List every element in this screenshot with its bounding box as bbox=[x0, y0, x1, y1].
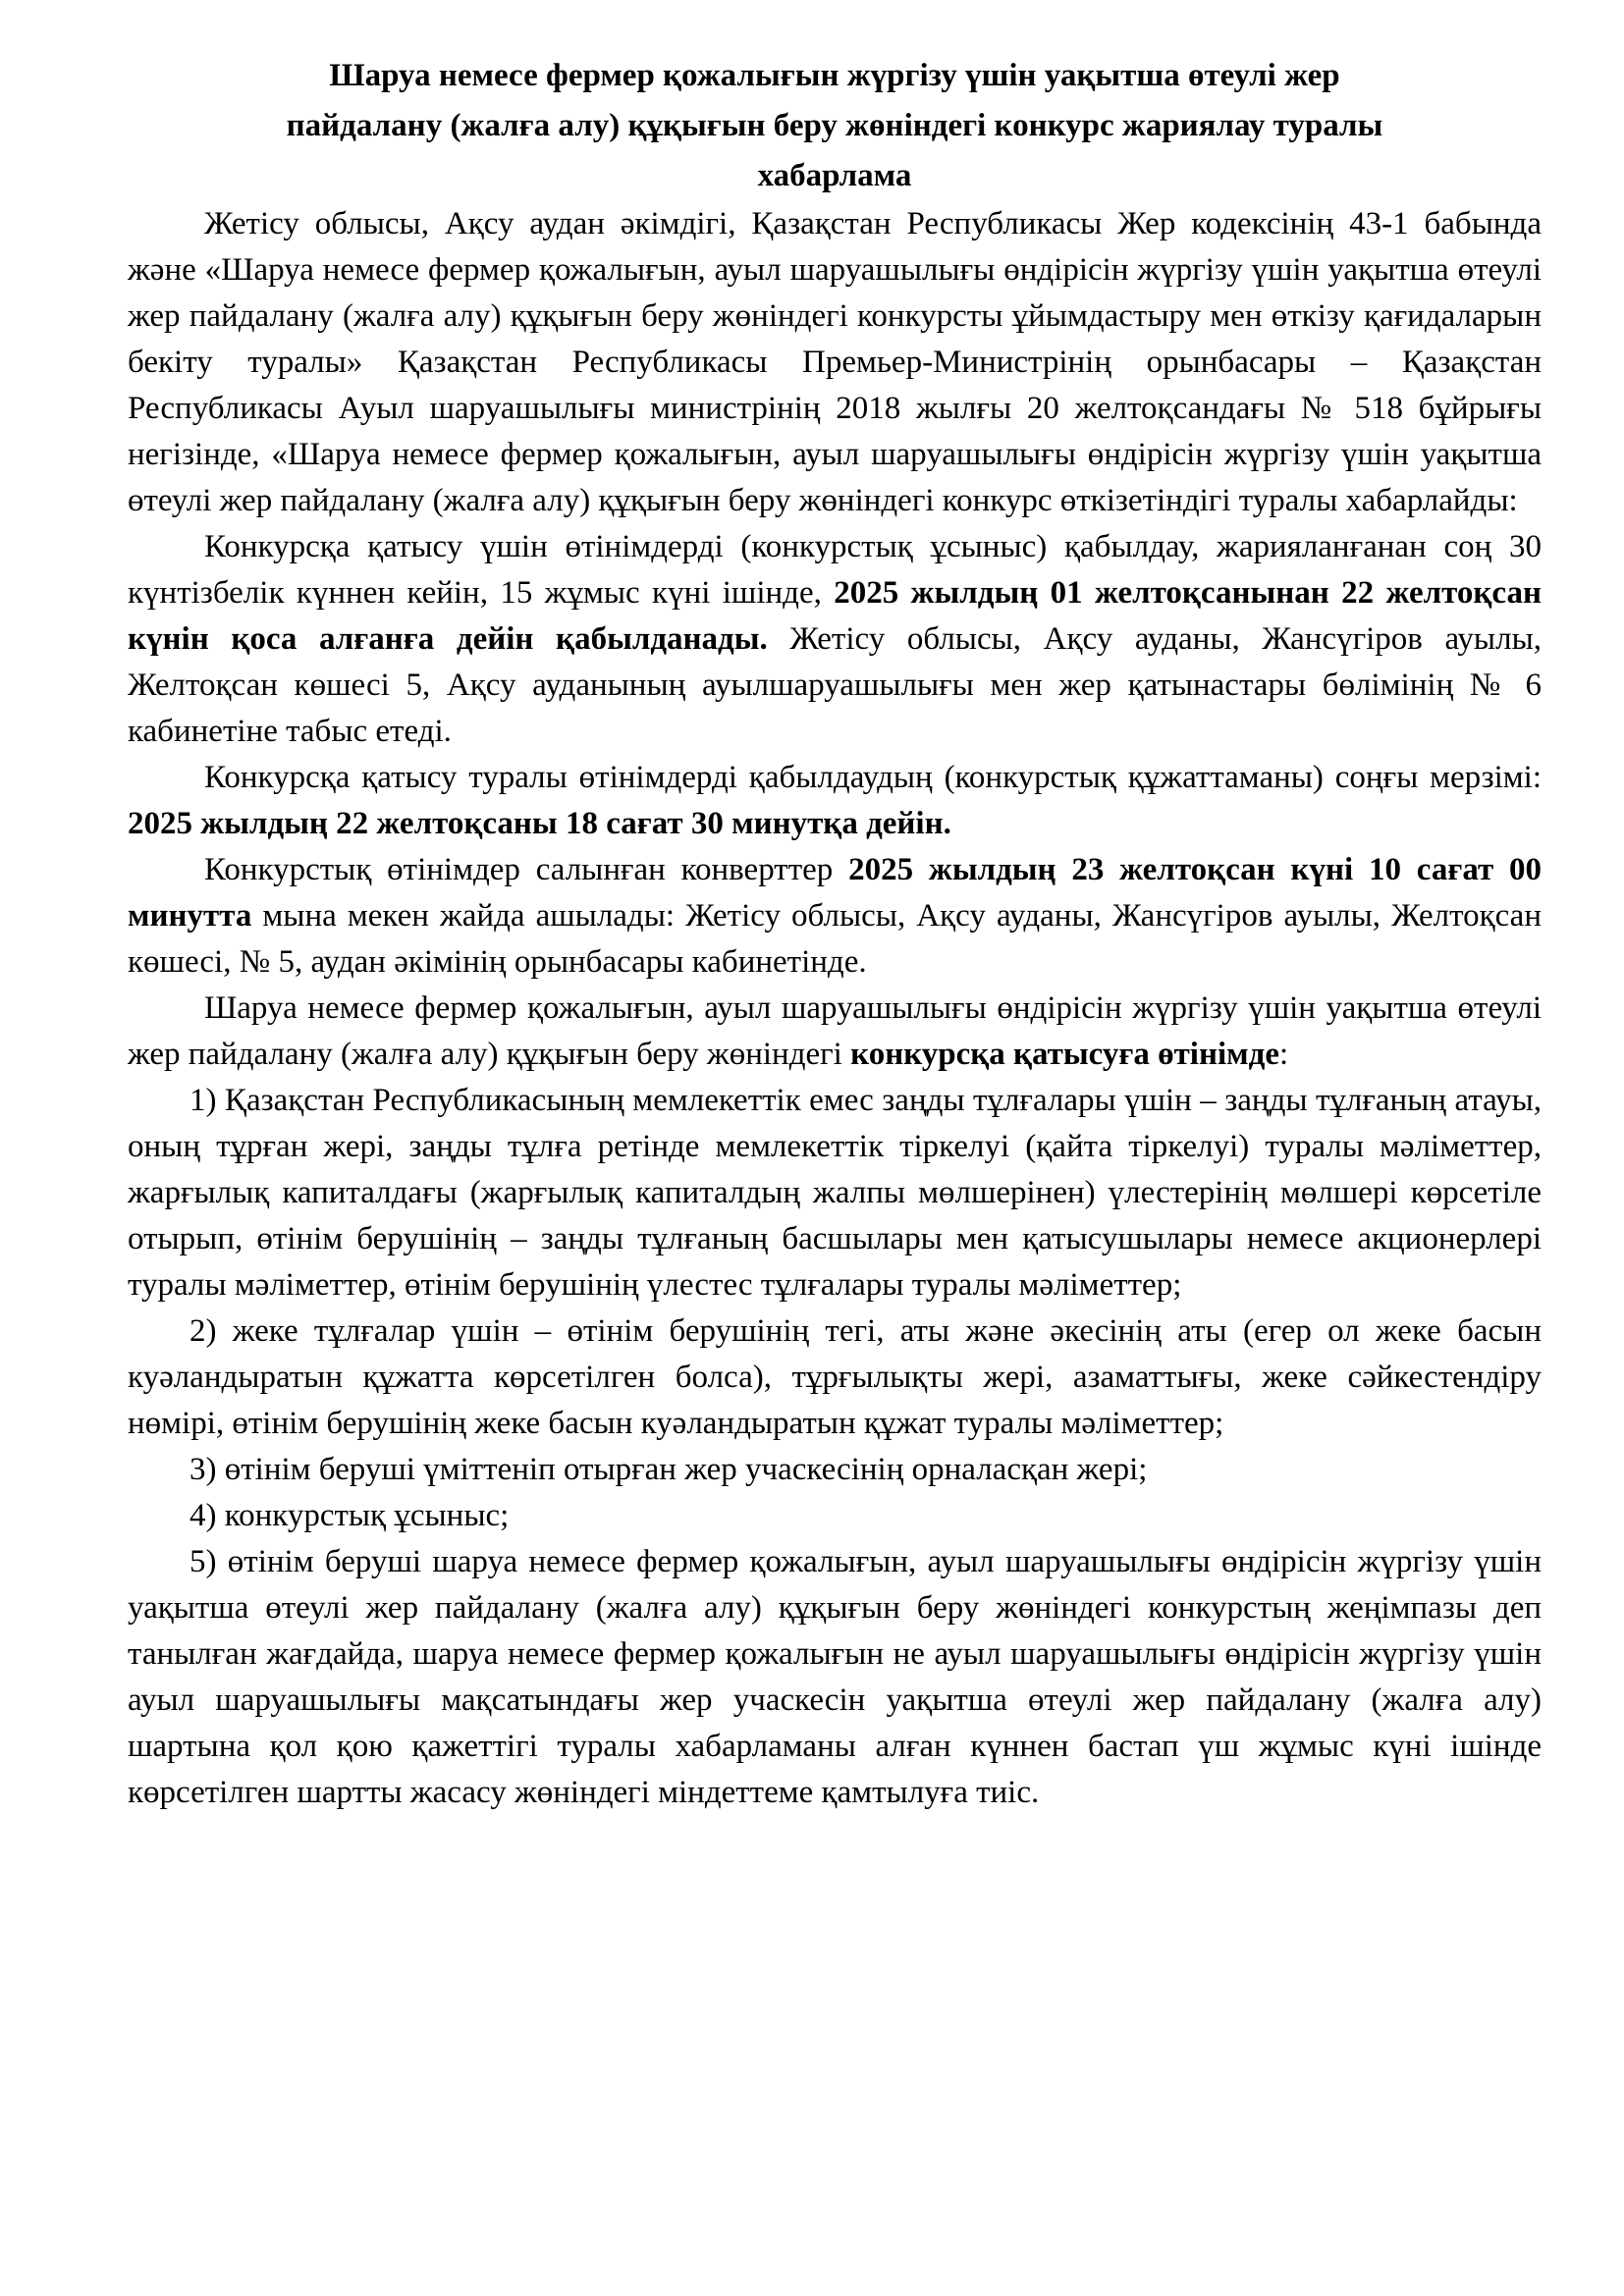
title-line-2: пайдалану (жалға алу) құқығын беру жөніндегі конкурс жариялау туралы bbox=[286, 108, 1383, 143]
list-item-3-text: 3) өтінім беруші үміттеніп отырған жер учаскесінің орналасқан жері; bbox=[189, 1452, 1148, 1487]
title-line-3: хабарлама bbox=[757, 158, 912, 193]
list-item-2-text: 2) жеке тұлғалар үшін – өтінім берушінің тегі, аты және әкесінің аты (егер ол жеке басын куәландыратын құжатта көрсетілген болса), тұрғылықты жері, азаматтығы, жеке сәйкестендіру нөмірі, өтінім берушінің жеке басын куәландыратын құжат туралы мәліметтер; bbox=[128, 1313, 1542, 1441]
requirements-phrase-bold: конкурсқа қатысуға өтінімде bbox=[850, 1037, 1279, 1072]
acceptance-text-lead: Конкурсқа қатысу үшін өтінімдерді (конкурстық ұсыныс) қабылдау, жарияланғанан соң 30 күнтізбелік күннен кейін, 15 жұмыс күні ішінде, bbox=[128, 529, 1542, 611]
list-item-2-individuals bbox=[128, 1308, 1542, 1447]
requirements-text-lead: Шаруа немесе фермер қожалығын, ауыл шаруашылығы өндірісін жүргізу үшін уақытша өтеулі жер пайдалану (жалға алу) құқығын беру жөніндегі bbox=[128, 990, 1542, 1072]
acceptance-dates-bold: 2025 жылдың 01 желтоқсанынан 22 желтоқсан күнін қоса алғанға дейін қабылданады. bbox=[128, 575, 1542, 657]
opening-address-text: мына мекен жайда ашылады: Жетісу облысы, Ақсу ауданы, Жансүгіров ауылы, Желтоқсан көшесі, № 5, аудан әкімінің орынбасары кабинетінде. bbox=[128, 898, 1542, 980]
list-item-5-winner-obligation bbox=[128, 1539, 1542, 1816]
opening-date-bold: 2025 жылдың 23 желтоқсан күні 10 сағат 00 минутта bbox=[128, 852, 1542, 934]
list-item-1-text: 1) Қазақстан Республикасының мемлекеттік емес заңды тұлғалары үшін – заңды тұлғаның атауы, оның тұрған жері, заңды тұлға ретінде мемлекеттік тіркелуі (қайта тіркелуі) туралы мәліметтер, жарғылық капиталдағы (жарғылық капиталдың жалпы мөлшерінен) үлестерінің мөлшері көрсетіле отырып, өтінім берушінің – заңды тұлғаның басшылары мен қатысушылары немесе акционерлері туралы мәліметтер, өтінім берушінің үлестес тұлғалары туралы мәліметтер; bbox=[128, 1083, 1542, 1303]
intro-paragraph bbox=[128, 201, 1542, 524]
deadline-paragraph bbox=[128, 755, 1542, 847]
envelopes-opening-paragraph bbox=[128, 847, 1542, 986]
list-item-1-legal-entities bbox=[128, 1078, 1542, 1308]
opening-text-lead: Конкурстық өтінімдер салынған конверттер bbox=[204, 852, 849, 887]
list-item-4-text: 4) конкурстық ұсыныс; bbox=[189, 1498, 510, 1533]
title-line-1: Шаруа немесе фермер қожалығын жүргізу үшін уақытша өтеулі жер bbox=[329, 58, 1340, 93]
deadline-text-lead: Конкурсқа қатысу туралы өтінімдерді қабылдаудың (конкурстық құжаттаманы) соңғы мерзімі: bbox=[204, 760, 1542, 795]
intro-text: Жетісу облысы, Ақсу аудан әкімдігі, Қазақстан Республикасы Жер кодексінің 43-1 бабында және «Шаруа немесе фермер қожалығын, ауыл шаруашылығы өндірісін жүргізу үшін уақытша өтеулі жер пайдалану (жалға алу) құқығын беру жөніндегі конкурсты ұйымдастыру мен өткізу қағидаларын бекіту туралы» Қазақстан Республикасы Премьер-Министрінің орынбасары – Қазақстан Республикасы Ауыл шаруашылығы министрінің 2018 жылғы 20 желтоқсандағы № 518 бұйрығы негізінде, «Шаруа немесе фермер қожалығын, ауыл шаруашылығы өндірісін жүргізу үшін уақытша өтеулі жер пайдалану (жалға алу) құқығын беру жөніндегі конкурс өткізетіндігі туралы хабарлайды: bbox=[128, 206, 1542, 518]
applications-acceptance-paragraph bbox=[128, 524, 1542, 755]
list-item-5-text: 5) өтінім беруші шаруа немесе фермер қожалығын, ауыл шаруашылығы өндірісін жүргізу үшін уақытша өтеулі жер пайдалану (жалға алу) құқығын беру жөніндегі конкурстың жеңімпазы деп танылған жағдайда, шаруа немесе фермер қожалығын не ауыл шаруашылығы өндірісін жүргізу үшін ауыл шаруашылығы мақсатындағы жер учаскесін уақытша өтеулі жер пайдалану (жалға алу) шартына қол қою қажеттігі туралы хабарламаны алған күннен бастап үш жұмыс күні ішінде көрсетілген шартты жасасу жөніндегі міндеттеме қамтылуға тиіс. bbox=[128, 1544, 1542, 1810]
acceptance-address-text: Жетісу облысы, Ақсу ауданы, Жансүгіров ауылы, Желтоқсан көшесі 5, Ақсу ауданының ауылшаруашылығы мен жер қатынастары бөлімінің № 6 кабинетіне табыс етеді. bbox=[128, 621, 1542, 749]
application-requirements-paragraph bbox=[128, 986, 1542, 1078]
list-item-4-competition-proposal bbox=[128, 1493, 1542, 1539]
requirements-colon: : bbox=[1278, 1037, 1289, 1072]
list-item-3-land-location bbox=[128, 1447, 1542, 1493]
deadline-date-bold: 2025 жылдың 22 желтоқсаны 18 сағат 30 минутқа дейін. bbox=[128, 806, 951, 841]
document-title bbox=[128, 51, 1542, 201]
